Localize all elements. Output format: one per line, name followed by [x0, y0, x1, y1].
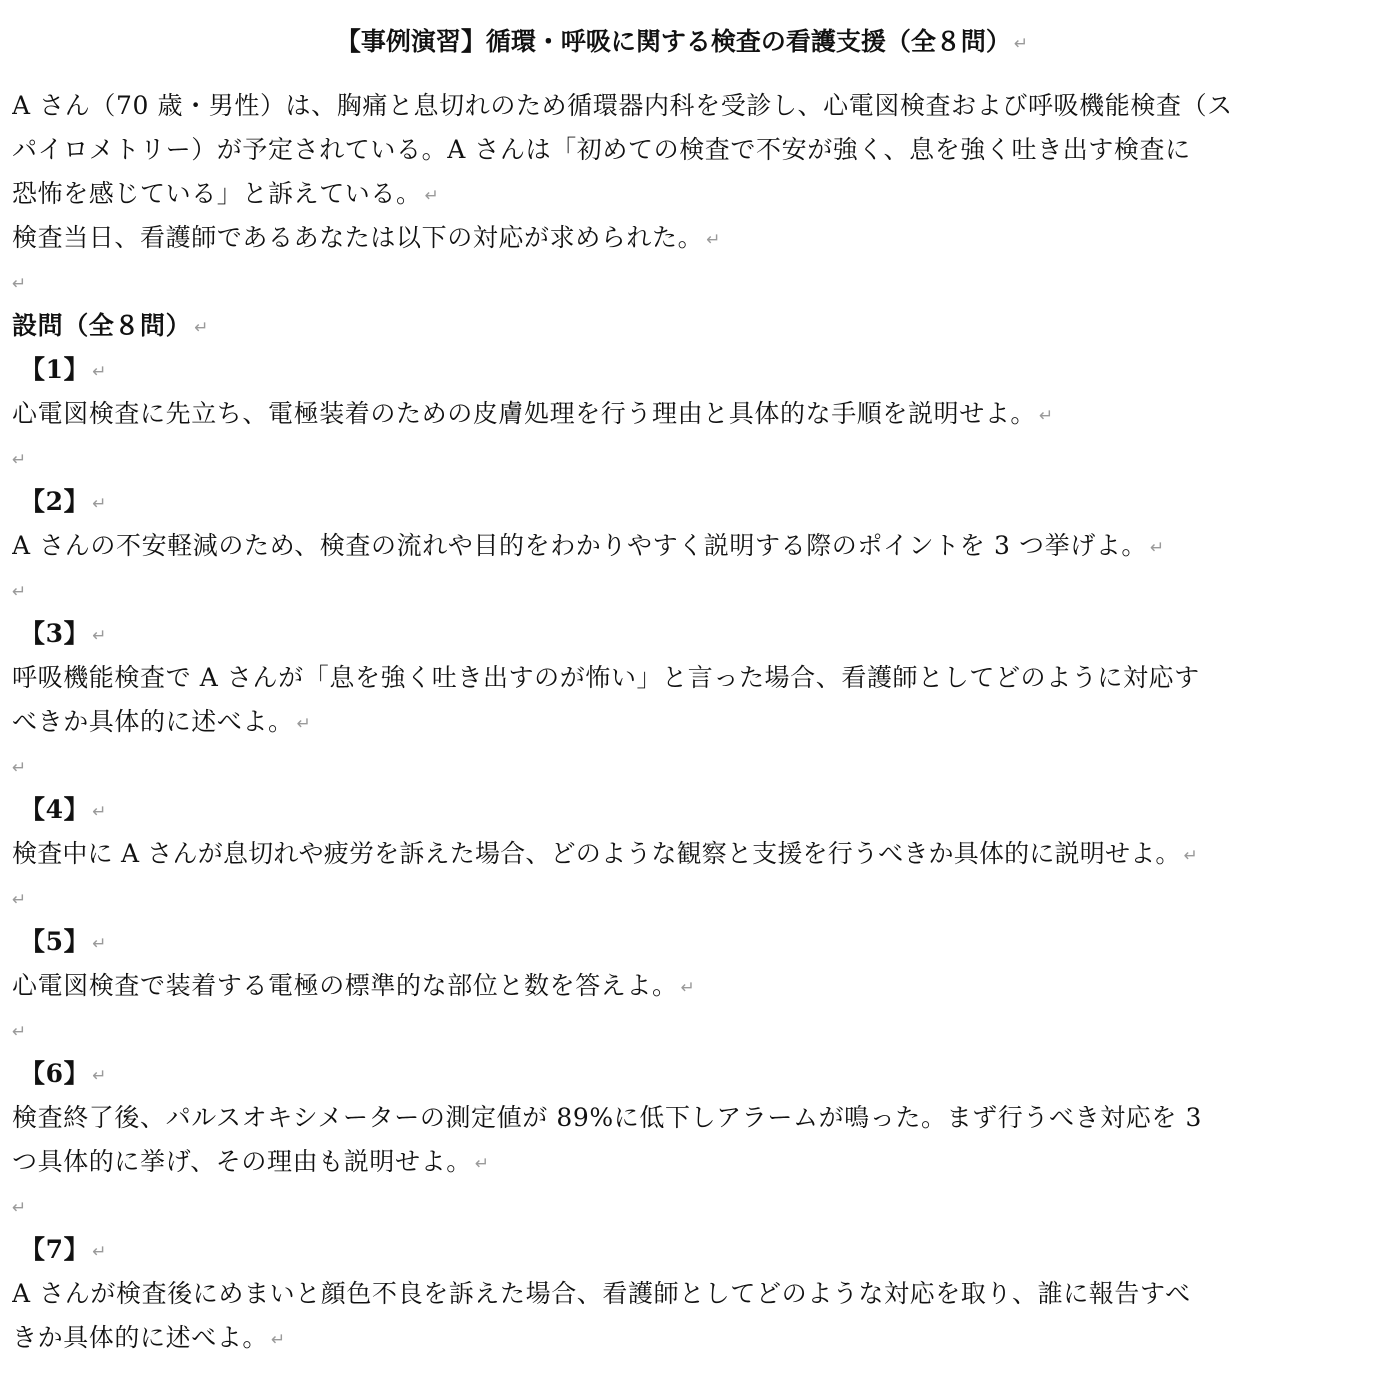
- question-text: 呼吸機能検査で A さんが「息を強く吐き出すのが怖い」と言った場合、看護師としてどのように対応す: [12, 663, 1200, 692]
- paragraph-mark-icon: [92, 1066, 106, 1086]
- question-block: [12, 612, 1352, 744]
- case-line: パイロメトリー）が予定されている。A さんは「初めての検査で不安が強く、息を強く吐き出す検査に: [12, 135, 1191, 164]
- case-line: 恐怖を感じている」と訴えている。 ↵: [12, 172, 1352, 216]
- empty-paragraph: [12, 744, 1352, 788]
- question-text: 検査中に A さんが息切れや疲労を訴えた場合、どのような観察と支援を行うべきか具体的に説明せよ。 ↵: [12, 832, 1352, 876]
- paragraph-mark-icon: [12, 274, 26, 294]
- paragraph-mark-icon: [92, 934, 106, 954]
- paragraph-mark-icon: [12, 890, 26, 910]
- paragraph-mark-icon: [12, 1022, 26, 1042]
- paragraph-mark-icon: [297, 714, 311, 734]
- paragraph-mark-icon: [12, 758, 26, 778]
- case-description: [12, 84, 1352, 260]
- paragraph-mark-icon: [12, 450, 26, 470]
- document-page: [12, 22, 1352, 1360]
- document-title: 【事例演習】循環・呼吸に関する検査の看護支援（全８問） ↵: [12, 22, 1352, 62]
- paragraph-mark-icon: [194, 318, 208, 338]
- question-block: [12, 480, 1352, 568]
- question-text: つ具体的に挙げ、その理由も説明せよ。 ↵: [12, 1140, 1352, 1184]
- paragraph-mark-icon: [271, 1330, 285, 1350]
- question-text: きか具体的に述べよ。 ↵: [12, 1316, 1352, 1360]
- question-text: 心電図検査に先立ち、電極装着のための皮膚処理を行う理由と具体的な手順を説明せよ。 ↵: [12, 392, 1352, 436]
- questions-heading: 設問（全８問） ↵: [12, 304, 1352, 348]
- question-block: [12, 1228, 1352, 1360]
- question-text: 検査終了後、パルスオキシメーターの測定値が 89%に低下しアラームが鳴った。まず行うべき対応を 3: [12, 1103, 1203, 1132]
- paragraph-mark-icon: [706, 230, 720, 250]
- paragraph-mark-icon: [12, 1198, 26, 1218]
- paragraph-mark-icon: [475, 1154, 489, 1174]
- paragraph-mark-icon: [1014, 34, 1028, 54]
- paragraph-mark-icon: [12, 582, 26, 602]
- question-block: [12, 920, 1352, 1008]
- empty-paragraph: [12, 876, 1352, 920]
- paragraph-mark-icon: [92, 362, 106, 382]
- question-text: A さんが検査後にめまいと顔色不良を訴えた場合、看護師としてどのような対応を取り、誰に報告すべ: [12, 1279, 1191, 1308]
- question-label: 【3】 ↵: [12, 612, 1352, 656]
- question-block: [12, 788, 1352, 876]
- question-text: 心電図検査で装着する電極の標準的な部位と数を答えよ。 ↵: [12, 964, 1352, 1008]
- paragraph-mark-icon: [92, 494, 106, 514]
- question-label: 【2】 ↵: [12, 480, 1352, 524]
- question-label: 【4】 ↵: [12, 788, 1352, 832]
- paragraph-mark-icon: [1039, 406, 1053, 426]
- paragraph-mark-icon: [1150, 538, 1164, 558]
- paragraph-mark-icon: [681, 978, 695, 998]
- question-text: A さんの不安軽減のため、検査の流れや目的をわかりやすく説明する際のポイントを 3 つ挙げよ。 ↵: [12, 524, 1352, 568]
- question-block: [12, 1052, 1352, 1184]
- case-line: A さん（70 歳・男性）は、胸痛と息切れのため循環器内科を受診し、心電図検査および呼吸機能検査（ス: [12, 91, 1233, 120]
- empty-paragraph: [12, 1008, 1352, 1052]
- paragraph-mark-icon: [92, 626, 106, 646]
- paragraph-mark-icon: [1184, 846, 1198, 866]
- case-line: 検査当日、看護師であるあなたは以下の対応が求められた。 ↵: [12, 216, 1352, 260]
- question-label: 【6】 ↵: [12, 1052, 1352, 1096]
- question-label: 【1】 ↵: [12, 348, 1352, 392]
- question-label: 【5】 ↵: [12, 920, 1352, 964]
- question-label: 【7】 ↵: [12, 1228, 1352, 1272]
- question-block: [12, 348, 1352, 436]
- empty-paragraph: [12, 568, 1352, 612]
- paragraph-mark-icon: [92, 802, 106, 822]
- paragraph-mark-icon: [92, 1242, 106, 1262]
- empty-paragraph: [12, 436, 1352, 480]
- question-text: べきか具体的に述べよ。 ↵: [12, 700, 1352, 744]
- paragraph-mark-icon: [425, 186, 439, 206]
- empty-paragraph: [12, 1184, 1352, 1228]
- empty-paragraph: [12, 260, 1352, 304]
